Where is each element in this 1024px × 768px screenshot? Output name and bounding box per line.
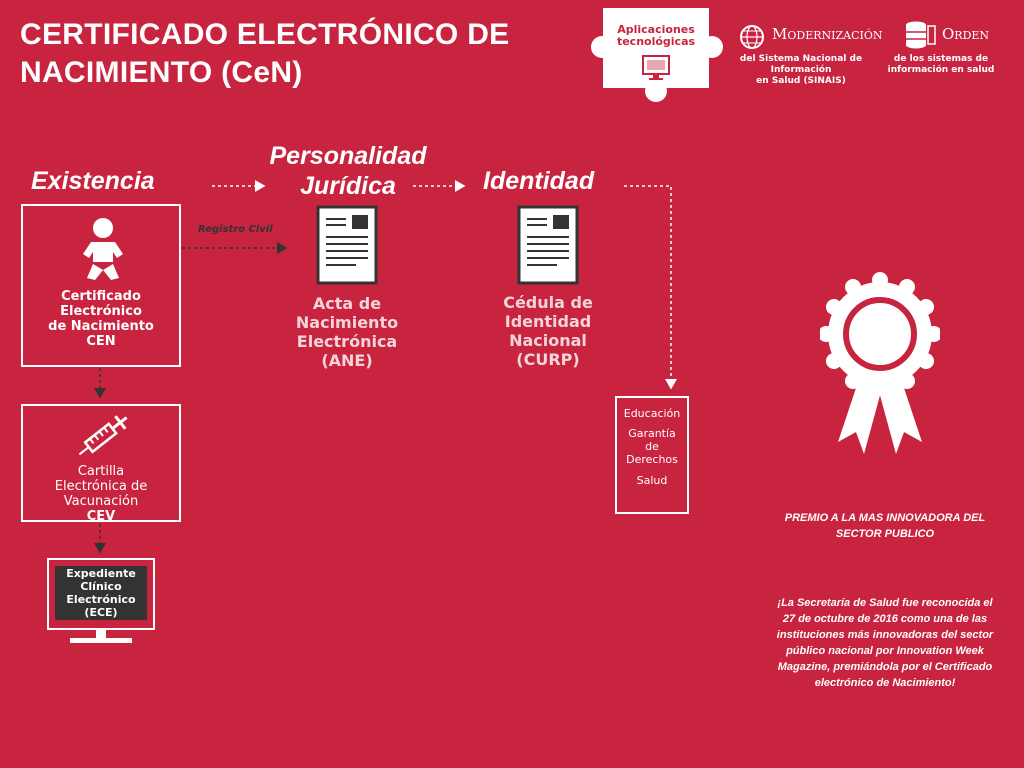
ece-monitor: Expediente Clínico Electrónico (ECE) — [47, 558, 155, 630]
cen-box: Certificado Electrónico de Nacimiento CEN — [21, 204, 181, 367]
page-title: CERTIFICADO ELECTRÓNICO DE NACIMIENTO (CeN) — [20, 18, 510, 89]
stage-personalidad-juridica: Personalidad Jurídica — [269, 142, 427, 200]
orden-subtitle: de los sistemas de información en salud — [887, 54, 995, 75]
baby-icon — [77, 216, 129, 282]
registro-civil-label: Registro Civil — [198, 224, 273, 235]
cev-box: Cartilla Electrónica de Vacunación CEV — [21, 404, 181, 522]
stage-identidad: Identidad — [483, 167, 595, 195]
award-title: PREMIO A LA MAS INNOVADORA DEL SECTOR PUBLICO — [784, 512, 986, 540]
modernizacion-label: Modernización — [772, 25, 883, 43]
document-icon — [316, 205, 378, 285]
award-description: ¡La Secretaría de Salud fue reconocida el 27 de octubre de 2016 como una de las instituciones más innovadoras del sector público nacional por Innovation Week Magazine, premiándola por el Certificado electrónico de Nacimiento! — [776, 597, 994, 689]
syringe-icon — [71, 410, 135, 462]
modernizacion-subtitle: del Sistema Nacional de Información en Salud (SINAIS) — [739, 54, 863, 86]
rights-box: Educación Garantía de Derechos Salud — [615, 396, 689, 514]
award-ribbon-icon — [820, 272, 940, 468]
arrow-identidad-rights — [624, 186, 671, 388]
id-document-icon — [517, 205, 579, 285]
curp-label: Cédula de Identidad Nacional (CURP) — [503, 293, 593, 369]
orden-label: Orden — [942, 25, 990, 43]
ece-monitor-neck — [96, 630, 106, 638]
ane-label: Acta de Nacimiento Electrónica (ANE) — [295, 294, 399, 370]
stage-existencia: Existencia — [31, 167, 155, 195]
ece-monitor-base — [70, 638, 132, 643]
apps-puzzle-logo: Aplicaciones tecnológicas — [603, 8, 709, 88]
